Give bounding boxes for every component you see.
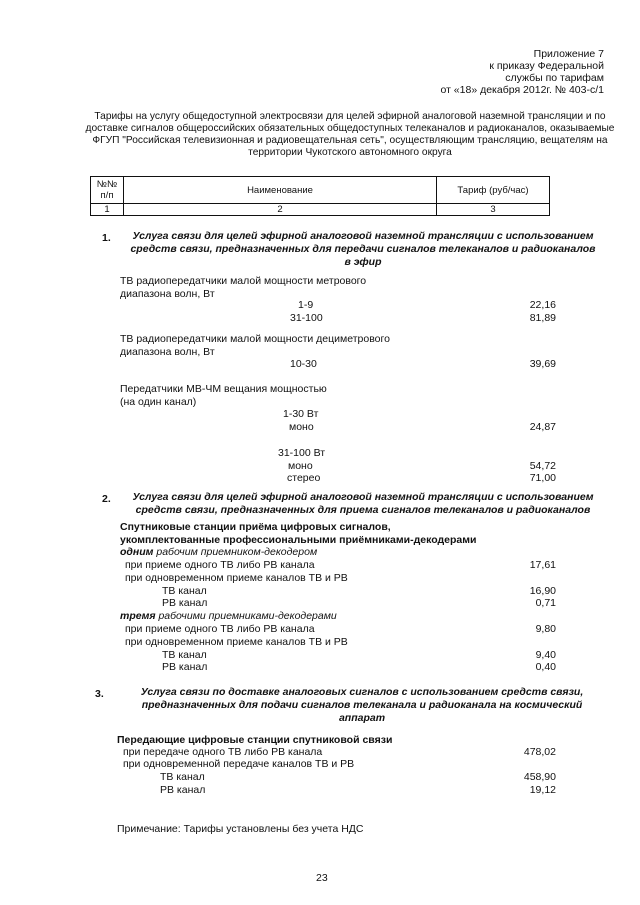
row-value: 478,02 (523, 746, 556, 758)
row-label: ТВ канал (162, 585, 207, 597)
three-decoders-prefix: тремя (120, 610, 156, 622)
row-label: ТВ канал (162, 649, 207, 661)
row-label: 31-100 (290, 312, 323, 324)
section-2-title: Услуга связи для целей эфирной аналоговой наземной трансляции с использованием средств связи, предназначенных для приема сигналов телеканалов и радиоканалов (132, 491, 594, 516)
col-number-index: 1 (91, 204, 124, 216)
group-meter-wave-label: ТВ радиопередатчики малой мощности метрового (120, 275, 367, 287)
row-value: 17,61 (529, 559, 556, 571)
row-label: 1-9 (298, 299, 314, 311)
row-label: моно (289, 421, 314, 433)
row-value: 24,87 (529, 421, 556, 433)
section-3-number: 3. (95, 688, 104, 700)
col-tariff-header: Тариф (руб/час) (437, 177, 550, 204)
row-label: 10-30 (290, 358, 317, 370)
satellite-transmitting-heading: Передающие цифровые станции спутниковой связи (117, 734, 393, 746)
page-number: 23 (316, 872, 328, 884)
appendix-line-3: службы по тарифам (505, 72, 604, 84)
appendix-line-2: к приказу Федеральной (489, 60, 604, 72)
group-meter-wave-label-2: диапазона волн, Вт (120, 288, 215, 300)
subgroup-label: 1-30 Вт (283, 408, 319, 420)
row-label: при передаче одного ТВ либо РВ канала (123, 746, 323, 758)
col-name-header: Наименование (124, 177, 437, 204)
row-label: стерео (287, 472, 321, 484)
row-value: 22,16 (529, 299, 556, 311)
row-value: 71,00 (529, 472, 556, 484)
group-decimeter-wave-label-2: диапазона волн, Вт (120, 346, 215, 358)
row-label: РВ канал (162, 661, 208, 673)
row-label: моно (288, 460, 313, 472)
satellite-receiving-heading: Спутниковые станции приёма цифровых сигналов, (120, 521, 391, 533)
row-value: 39,69 (529, 358, 556, 370)
row-label: при одновременном приеме каналов ТВ и РВ (125, 572, 348, 584)
satellite-receiving-heading-2: укомплектованные профессиональными приёмниками-декодерами (120, 534, 477, 546)
row-value: 9,80 (535, 623, 556, 635)
row-value: 16,90 (529, 585, 556, 597)
subgroup-label: 31-100 Вт (278, 447, 326, 459)
row-value: 0,71 (535, 597, 556, 609)
group-fm-transmitters-label-2: (на один канал) (120, 396, 197, 408)
row-label: ТВ канал (160, 771, 205, 783)
row-label: при одновременном приеме каналов ТВ и РВ (125, 636, 348, 648)
section-3-title: Услуга связи по доставке аналоговых сигналов с использованием средств связи, предназначенных для подачи сигналов телеканала и радиоканала на космический аппарат (140, 686, 584, 724)
appendix-line-4: от «18» декабря 2012г. № 403-с/1 (440, 84, 604, 96)
row-label: при приеме одного ТВ либо РВ канала (125, 623, 315, 635)
col-tariff-index: 3 (437, 204, 550, 216)
three-decoders-heading (120, 610, 337, 622)
group-fm-transmitters-label: Передатчики МВ-ЧМ вещания мощностью (120, 383, 327, 395)
row-value: 19,12 (529, 784, 556, 796)
document-title: Тарифы на услугу общедоступной электросвязи для целей эфирной аналоговой наземной трансляции и по доставке сигналов общероссийских обязательных общедоступных телеканалов и радиоканалов, оказываемые ФГУП "Российская телевизионная и радиовещательная сеть", осуществляющим трансляцию, вещателям на территории Чукотского автономного округа (85, 111, 615, 158)
row-value: 458,90 (523, 771, 556, 783)
one-decoder-prefix: одним (120, 546, 154, 558)
row-label: РВ канал (160, 784, 206, 796)
col-number-header: №№ п/п (91, 177, 124, 204)
row-value: 9,40 (535, 649, 556, 661)
appendix-line-1: Приложение 7 (533, 48, 604, 60)
one-decoder-heading (120, 546, 317, 558)
row-label: при приеме одного ТВ либо РВ канала (125, 559, 315, 571)
tariff-header-table (90, 176, 550, 216)
col-name-index: 2 (124, 204, 437, 216)
one-decoder-suffix: рабочим приемником-декодером (153, 546, 318, 558)
note-text: Примечание: Тарифы установлены без учета НДС (117, 823, 364, 835)
row-value: 54,72 (529, 460, 556, 472)
three-decoders-suffix: рабочими приемниками-декодерами (155, 610, 337, 622)
row-value: 0,40 (535, 661, 556, 673)
group-decimeter-wave-label: ТВ радиопередатчики малой мощности дециметрового (120, 333, 390, 345)
section-2-number: 2. (102, 493, 111, 505)
row-label: при одновременной передаче каналов ТВ и РВ (123, 758, 355, 770)
section-1-number: 1. (102, 232, 111, 244)
section-1-title: Услуга связи для целей эфирной аналоговой наземной трансляции с использованием средств связи, предназначенных для передачи сигналов телеканалов и радиоканалов в эфир (130, 230, 596, 268)
row-value: 81,89 (529, 312, 556, 324)
row-label: РВ канал (162, 597, 208, 609)
